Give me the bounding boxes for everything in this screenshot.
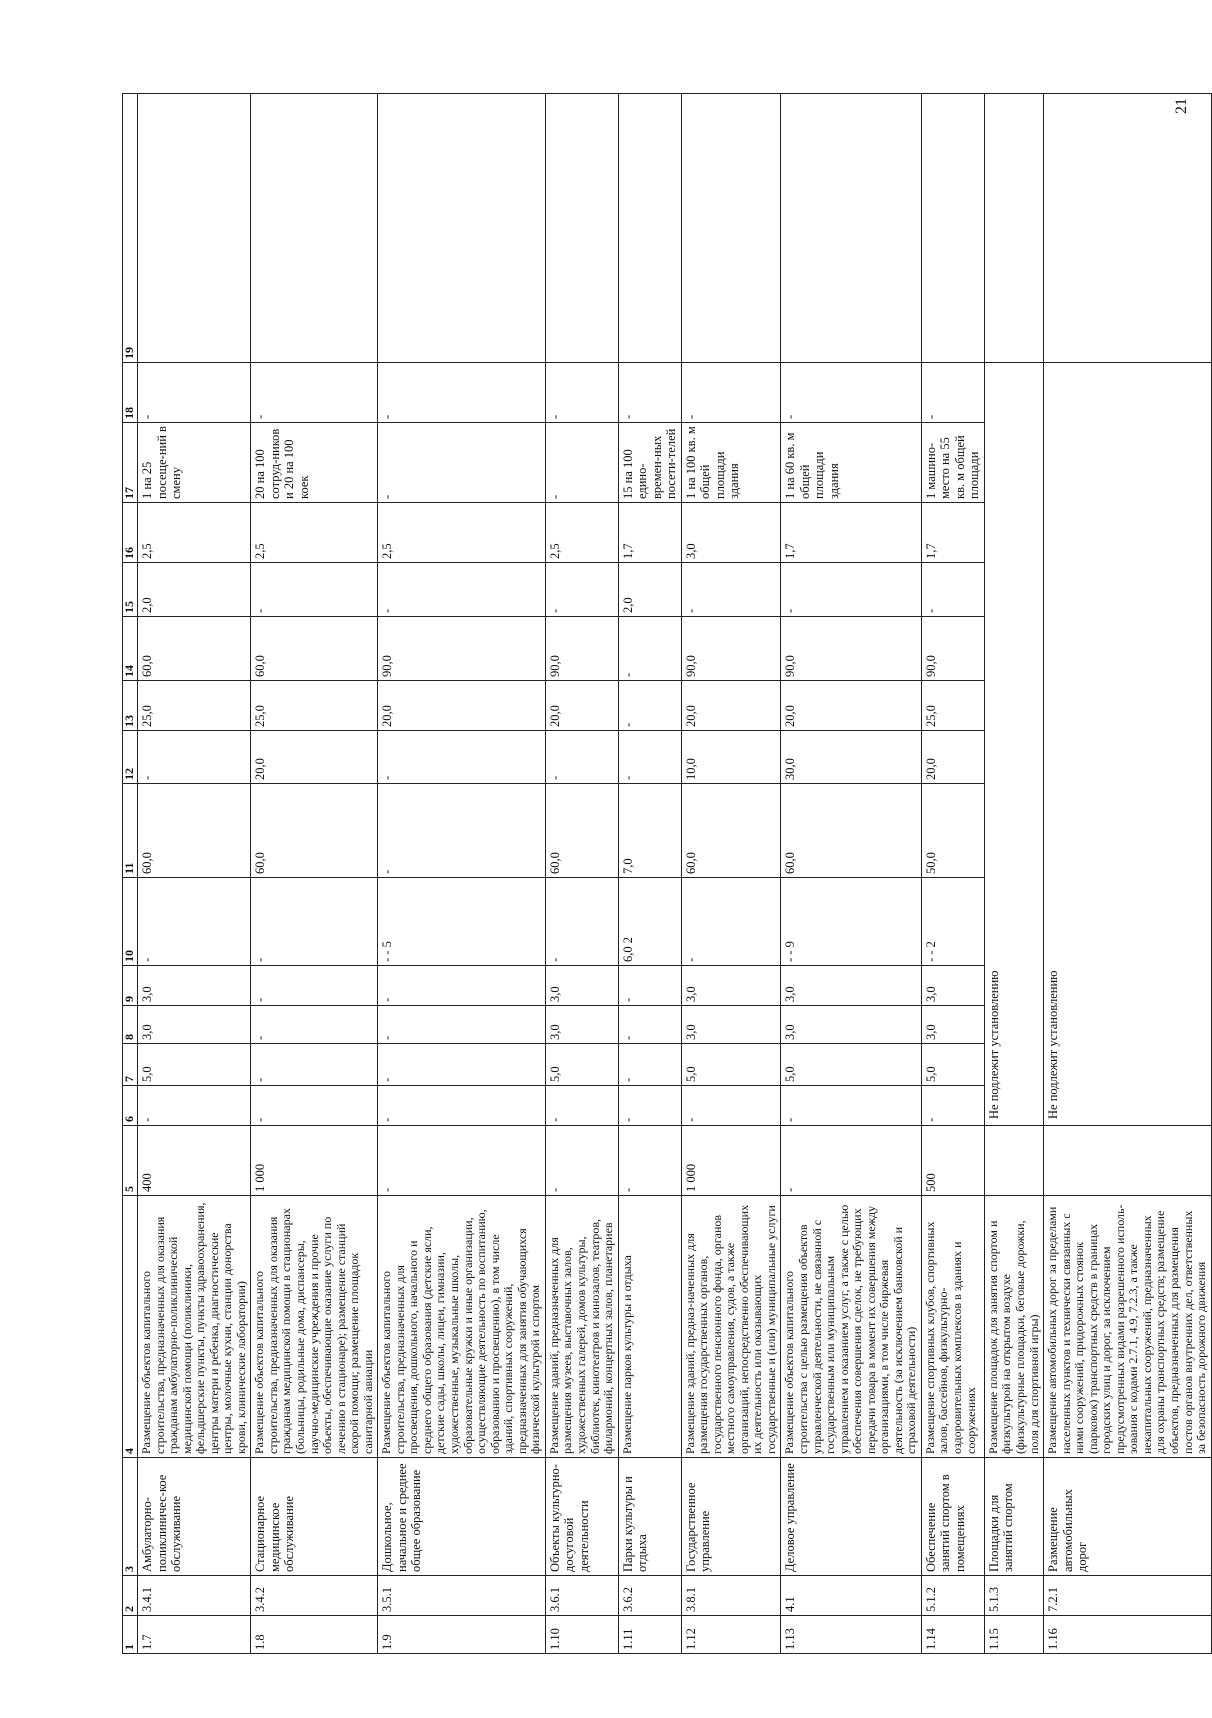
cell-col-2: 3.4.2 xyxy=(251,1576,378,1616)
cell-col-4: Размещение зданий, предназначенных для размещения музеев, выставочных залов, художественных галерей, домов культуры, библиотек, кинотеатров и кинозалов, театров, филармоний, концертных залов, планетариев xyxy=(545,1196,618,1458)
cell-col-5: 1 000 xyxy=(681,1126,781,1196)
cell-col-16: 2,5 xyxy=(138,503,251,563)
cell-col-13: 20,0 xyxy=(545,681,618,731)
cell-col-17: 1 на 60 кв. м общей площади здания xyxy=(781,423,921,503)
cell-col-6: - xyxy=(681,1086,781,1126)
cell-col-7: 5,0 xyxy=(921,1044,984,1086)
cell-col-16: 2,5 xyxy=(545,503,618,563)
cell-col-2: 5.1.3 xyxy=(984,1576,1043,1616)
cell-col-6: - xyxy=(378,1086,546,1126)
cell-col-7: - xyxy=(618,1044,681,1086)
cell-col-19 xyxy=(781,94,921,363)
table-row xyxy=(251,94,378,1654)
cell-col-6: - xyxy=(618,1086,681,1126)
table-row xyxy=(921,94,984,1654)
table-row xyxy=(378,94,546,1654)
cell-col-6: - xyxy=(921,1086,984,1126)
cell-col-11: 7,0 xyxy=(618,784,681,878)
header-cell: 3 xyxy=(123,1458,138,1576)
cell-col-6: - xyxy=(251,1086,378,1126)
cell-col-10: - - 2 xyxy=(921,878,984,966)
cell-col-3: Деловое управление xyxy=(781,1458,921,1576)
cell-col-16: 3,0 xyxy=(681,503,781,563)
header-cell: 1 xyxy=(123,1616,138,1654)
cell-col-15: - xyxy=(781,563,921,617)
cell-col-1: 1.12 xyxy=(681,1616,781,1654)
cell-col-3: Стационарное медицинское обслуживание xyxy=(251,1458,378,1576)
header-cell: 18 xyxy=(123,363,138,423)
cell-col-8: 3,0 xyxy=(921,1006,984,1044)
cell-col-3: Обеспечение занятий спортом в помещениях xyxy=(921,1458,984,1576)
header-cell: 4 xyxy=(123,1196,138,1458)
cell-col-19 xyxy=(545,94,618,363)
cell-col-13: - xyxy=(618,681,681,731)
cell-col-17: 20 на 100 сотруд-ников и 20 на 100 коек xyxy=(251,423,378,503)
cell-col-7: 5,0 xyxy=(138,1044,251,1086)
cell-col-3: Площадки для занятий спортом xyxy=(984,1458,1043,1576)
table-row xyxy=(138,94,251,1654)
cell-col-5 xyxy=(984,1126,1043,1196)
cell-col-3: Размещение автомобильных дорог xyxy=(1044,1458,1212,1576)
cell-not-applicable: Не подлежит установлению xyxy=(984,363,1043,1126)
table-body xyxy=(138,94,1212,1654)
cell-col-12: 30,0 xyxy=(781,731,921,784)
cell-col-10: - xyxy=(545,878,618,966)
header-cell: 19 xyxy=(123,94,138,363)
cell-col-9: 3,0 xyxy=(681,966,781,1006)
cell-col-17: 1 на 25 посеще-ний в смену xyxy=(138,423,251,503)
cell-col-16: 1,7 xyxy=(781,503,921,563)
cell-col-7: 5,0 xyxy=(781,1044,921,1086)
cell-col-3: Государственное управление xyxy=(681,1458,781,1576)
cell-col-18: - xyxy=(618,363,681,423)
cell-col-9: 3,0 xyxy=(781,966,921,1006)
header-cell: 17 xyxy=(123,423,138,503)
cell-col-11: 60,0 xyxy=(251,784,378,878)
header-cell: 7 xyxy=(123,1044,138,1086)
cell-col-13: 20,0 xyxy=(681,681,781,731)
cell-col-2: 7.2.1 xyxy=(1044,1576,1212,1616)
header-cell: 6 xyxy=(123,1086,138,1126)
header-cell: 12 xyxy=(123,731,138,784)
cell-col-3: Дошкольное, начальное и среднее общее образование xyxy=(378,1458,546,1576)
cell-col-1: 1.9 xyxy=(378,1616,546,1654)
cell-col-15: - xyxy=(251,563,378,617)
table-row xyxy=(781,94,921,1654)
table-row xyxy=(618,94,681,1654)
header-cell: 10 xyxy=(123,878,138,966)
cell-col-6: - xyxy=(781,1086,921,1126)
header-cell: 15 xyxy=(123,563,138,617)
cell-col-8: 3,0 xyxy=(781,1006,921,1044)
cell-col-19 xyxy=(681,94,781,363)
cell-col-4: Размещение зданий, предназ-наченных для размещения государственных органов, государственного пенсионного фонда, органов местного самоуправления, судов, а также организаций, непосредственно обеспечивающих их деятельность или оказывающих государственные и (или) муниципальные услуги xyxy=(681,1196,781,1458)
cell-col-1: 1.10 xyxy=(545,1616,618,1654)
cell-col-13: 25,0 xyxy=(921,681,984,731)
cell-col-14: 60,0 xyxy=(251,617,378,681)
cell-col-18: - xyxy=(921,363,984,423)
zoning-regulations-table xyxy=(122,93,1212,1654)
cell-col-9: 3,0 xyxy=(545,966,618,1006)
cell-col-18: - xyxy=(138,363,251,423)
cell-col-5: - xyxy=(378,1126,546,1196)
table-row xyxy=(1044,94,1212,1654)
cell-col-7: - xyxy=(251,1044,378,1086)
cell-col-19 xyxy=(921,94,984,363)
cell-col-14: - xyxy=(618,617,681,681)
cell-col-16: 2,5 xyxy=(251,503,378,563)
cell-col-2: 4.1 xyxy=(781,1576,921,1616)
cell-col-12: 20,0 xyxy=(921,731,984,784)
cell-col-10: - xyxy=(681,878,781,966)
cell-col-10: - - 5 xyxy=(378,878,546,966)
cell-col-8: 3,0 xyxy=(681,1006,781,1044)
cell-col-15: - xyxy=(545,563,618,617)
cell-col-2: 3.6.2 xyxy=(618,1576,681,1616)
cell-col-18: - xyxy=(251,363,378,423)
cell-col-12: - xyxy=(138,731,251,784)
header-cell: 11 xyxy=(123,784,138,878)
cell-col-17: 1 машино-место на 55 кв. м общей площади xyxy=(921,423,984,503)
cell-col-2: 3.5.1 xyxy=(378,1576,546,1616)
cell-col-11: - xyxy=(378,784,546,878)
header-cell: 5 xyxy=(123,1126,138,1196)
cell-col-15: 2,0 xyxy=(138,563,251,617)
cell-col-9: 3,0 xyxy=(138,966,251,1006)
table-row xyxy=(545,94,618,1654)
cell-col-1: 1.15 xyxy=(984,1616,1043,1654)
cell-col-4: Размещение объектов капитального строительства, предназначенных для оказания гражданам медицинской помощи в стационарах (больницы, родильные дома, диспансеры, научно-медицинские учреждения и прочие объекты, обеспечивающие оказание услуги по лечению в стационаре); размещение станций скорой помощи; размещение площадок санитарной авиации xyxy=(251,1196,378,1458)
cell-col-8: - xyxy=(378,1006,546,1044)
cell-col-2: 3.4.1 xyxy=(138,1576,251,1616)
cell-col-12: - xyxy=(618,731,681,784)
cell-col-13: 20,0 xyxy=(781,681,921,731)
cell-col-4: Размещение парков культуры и отдыха xyxy=(618,1196,681,1458)
cell-col-18: - xyxy=(681,363,781,423)
cell-col-11: 60,0 xyxy=(545,784,618,878)
cell-col-19 xyxy=(618,94,681,363)
header-cell: 2 xyxy=(123,1576,138,1616)
cell-col-11: 60,0 xyxy=(138,784,251,878)
cell-col-1: 1.16 xyxy=(1044,1616,1212,1654)
cell-col-14: 90,0 xyxy=(781,617,921,681)
cell-col-12: 20,0 xyxy=(251,731,378,784)
cell-col-13: 25,0 xyxy=(138,681,251,731)
cell-col-9: - xyxy=(378,966,546,1006)
cell-not-applicable: Не подлежит установлению xyxy=(1044,363,1212,1126)
cell-col-12: - xyxy=(545,731,618,784)
cell-col-16: 2,5 xyxy=(378,503,546,563)
cell-col-12: 10,0 xyxy=(681,731,781,784)
cell-col-13: 20,0 xyxy=(378,681,546,731)
cell-col-3: Парки культуры и отдыха xyxy=(618,1458,681,1576)
cell-col-7: 5,0 xyxy=(681,1044,781,1086)
cell-col-9: 3,0 xyxy=(921,966,984,1006)
cell-col-5: - xyxy=(545,1126,618,1196)
cell-col-2: 3.8.1 xyxy=(681,1576,781,1616)
cell-col-2: 3.6.1 xyxy=(545,1576,618,1616)
cell-col-4: Размещение объектов капитального строительства, предназначенных для оказания гражданам амбулаторно-поликлинической медицинской помощи (поликлиники, фельдшерские пункты, пункты здравоохранения, центры матери и ребенка, диагностические центры, молочные кухни, станции донорства крови, клинические лаборатории) xyxy=(138,1196,251,1458)
cell-col-19 xyxy=(138,94,251,363)
header-cell: 13 xyxy=(123,681,138,731)
cell-col-13: 25,0 xyxy=(251,681,378,731)
cell-col-4: Размещение объектов капитального строительства с целью размещения объектов управленческой деятельности, не связанной с государственным или муниципальным управлением и оказанием услуг, а также с целью обеспечения совершения сделок, не требующих передачи товара в момент их совершения между организациями, в том числе биржевая деятельность (за исключением банковской и страховой деятельности) xyxy=(781,1196,921,1458)
rotated-table-wrapper xyxy=(122,94,1209,1654)
cell-col-19 xyxy=(1044,94,1212,363)
cell-col-8: - xyxy=(618,1006,681,1044)
cell-col-10: - xyxy=(251,878,378,966)
table-row xyxy=(681,94,781,1654)
cell-col-19 xyxy=(251,94,378,363)
cell-col-10: - xyxy=(138,878,251,966)
cell-col-10: - - 9 xyxy=(781,878,921,966)
cell-col-19 xyxy=(378,94,546,363)
cell-col-4: Размещение объектов капитального строительства, предназначенных для просвещения, дошкольного, начального и среднего общего образования (детские ясли, детские сады, школы, лицеи, гимназии, художественные, музыкальные школы, образовательные кружки и иные организации, осуществляющие деятельность по воспитанию, образованию и просвещению), в том числе зданий, спортивных сооружений, предназначенных для занятия обучающихся физической культурой и спортом xyxy=(378,1196,546,1458)
cell-col-17: - xyxy=(545,423,618,503)
cell-col-9: - xyxy=(618,966,681,1006)
cell-col-14: 90,0 xyxy=(545,617,618,681)
cell-col-8: - xyxy=(251,1006,378,1044)
header-row xyxy=(123,94,138,1654)
cell-col-15: 2,0 xyxy=(618,563,681,617)
cell-col-3: Объекты культурно-досуговой деятельности xyxy=(545,1458,618,1576)
cell-col-18: - xyxy=(781,363,921,423)
cell-col-17: - xyxy=(378,423,546,503)
cell-col-16: 1,7 xyxy=(618,503,681,563)
cell-col-9: - xyxy=(251,966,378,1006)
cell-col-7: 5,0 xyxy=(545,1044,618,1086)
cell-col-5: 1 000 xyxy=(251,1126,378,1196)
cell-col-15: - xyxy=(921,563,984,617)
cell-col-5 xyxy=(1044,1126,1212,1196)
cell-col-15: - xyxy=(378,563,546,617)
cell-col-17: 1 на 100 кв. м общей площади здания xyxy=(681,423,781,503)
cell-col-19 xyxy=(984,94,1043,363)
cell-col-14: 60,0 xyxy=(138,617,251,681)
cell-col-11: 60,0 xyxy=(681,784,781,878)
cell-col-3: Амбулаторно-поликлиничес-кое обслуживание xyxy=(138,1458,251,1576)
cell-col-18: - xyxy=(378,363,546,423)
header-cell: 8 xyxy=(123,1006,138,1044)
cell-col-1: 1.11 xyxy=(618,1616,681,1654)
cell-col-4: Размещение площадок для занятия спортом и физкультурой на открытом воздухе (физкультурные площадки, беговые дорожки, поля для спортивной игры) xyxy=(984,1196,1043,1458)
cell-col-14: 90,0 xyxy=(378,617,546,681)
table-row xyxy=(984,94,1043,1654)
cell-col-11: 60,0 xyxy=(781,784,921,878)
cell-col-8: 3,0 xyxy=(545,1006,618,1044)
cell-col-11: 50,0 xyxy=(921,784,984,878)
cell-col-2: 5.1.2 xyxy=(921,1576,984,1616)
cell-col-4: Размещение спортивных клубов, спортивных залов, бассейнов, физкультурно-оздоровительных комплексов в зданиях и сооружениях xyxy=(921,1196,984,1458)
cell-col-16: 1,7 xyxy=(921,503,984,563)
cell-col-1: 1.13 xyxy=(781,1616,921,1654)
cell-col-8: 3,0 xyxy=(138,1006,251,1044)
cell-col-5: 400 xyxy=(138,1126,251,1196)
cell-col-12: - xyxy=(378,731,546,784)
cell-col-1: 1.14 xyxy=(921,1616,984,1654)
cell-col-14: 90,0 xyxy=(921,617,984,681)
cell-col-7: - xyxy=(378,1044,546,1086)
cell-col-1: 1.7 xyxy=(138,1616,251,1654)
cell-col-5: 500 xyxy=(921,1126,984,1196)
cell-col-10: 6,0 2 xyxy=(618,878,681,966)
cell-col-6: - xyxy=(138,1086,251,1126)
page-number: 21 xyxy=(1173,98,1190,114)
cell-col-18: - xyxy=(545,363,618,423)
cell-col-6: - xyxy=(545,1086,618,1126)
cell-col-15: - xyxy=(681,563,781,617)
header-cell: 14 xyxy=(123,617,138,681)
header-cell: 16 xyxy=(123,503,138,563)
cell-col-14: 90,0 xyxy=(681,617,781,681)
header-cell: 9 xyxy=(123,966,138,1006)
cell-col-5: - xyxy=(618,1126,681,1196)
cell-col-4: Размещение автомобильных дорог за пределами населенных пунктов и технически связанных с ними сооружений, придорожных стоянок (парковок) транспортных средств в границах городских улиц и дорог, за исключением предусмотренных видами разрешенного исполь-зования с кодами 2.7.1, 4.9, 7.2.3, а также некапитальных сооружений, предназначенных для охраны транспортных средств; размещение объектов, предназначенных для размещения постов органов внутренних дел, ответственных за безопасность дорожного движения xyxy=(1044,1196,1212,1458)
cell-col-5: - xyxy=(781,1126,921,1196)
cell-col-17: 15 на 100 едино-времен-ных посети-телей xyxy=(618,423,681,503)
cell-col-1: 1.8 xyxy=(251,1616,378,1654)
